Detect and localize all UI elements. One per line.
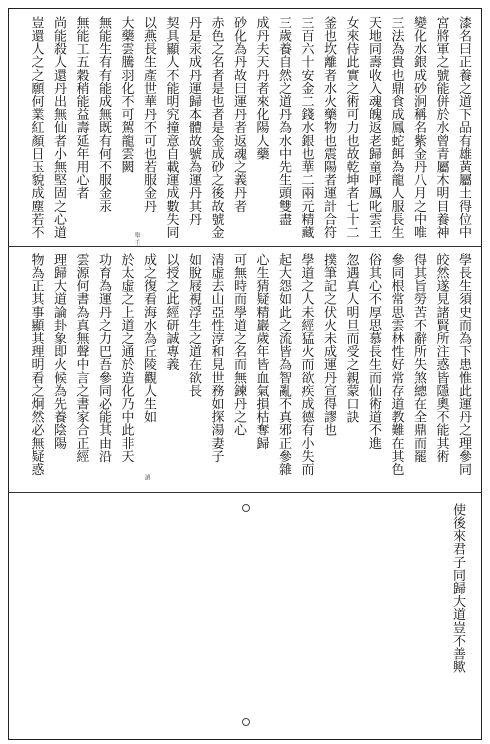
text-column: 得其旨勞苦不辭所失煞總在全鼎而罷 bbox=[411, 253, 426, 463]
text-column: 俗其心不厚思慕長生而仙術道不進 bbox=[366, 253, 381, 450]
text-column: 尚能殺人還丹出無仙者小無堅固之心道 bbox=[51, 16, 66, 239]
text-column: 無能工五穀稍能益壽延年用心者 bbox=[73, 16, 89, 200]
text-column: 宮將軍之號能併於水曾青屬木明目養神 bbox=[433, 16, 449, 239]
text-column: 三法為貴也鼎食成鳳蛇餌為龍人服長生 bbox=[388, 16, 404, 239]
text-column: 契具顯人不能明究撞意自載運成數失同 bbox=[163, 16, 179, 239]
section-divider-upper bbox=[8, 246, 482, 247]
text-column: 可無時而學道之名而無鍊丹之心 bbox=[231, 253, 246, 437]
text-column: 物為正其事顯其理明看之炯然必無疑惑 bbox=[28, 253, 44, 476]
text-column: 成丹夫天丹者來化陽人藥 bbox=[253, 16, 269, 161]
text-column: 於太虛之上道之通於造化乃中此非天 bbox=[118, 253, 134, 463]
margin-note: 舉 壬 bbox=[133, 232, 140, 246]
text-column: 無能生有有能成無既有何不服金汞 bbox=[96, 16, 111, 213]
text-column: 豈還人之之願何業紅顏日玉貌成塵若不 bbox=[28, 16, 44, 239]
text-column: 使後來君子同歸大道豈不善歟 bbox=[450, 503, 465, 674]
text-column: 三歲養自然之道丹為水中先生頭雙盡 bbox=[276, 16, 291, 226]
text-column: 成之復看海水為丘陵觀人生如 bbox=[141, 253, 156, 424]
text-column: 學道之人未經猛火而欲疾成德有小失而 bbox=[298, 253, 314, 476]
text-column: 學長生須史而為下患惟此運丹之理參同 bbox=[456, 253, 471, 476]
text-column: 丹是汞成丹運歸本體故號為運丹其丹 bbox=[186, 16, 201, 226]
text-column: 如脫屐視浮生之道在欲長 bbox=[186, 253, 201, 398]
text-column: 大藥雲騰羽化不可駕龍雲闕 bbox=[118, 16, 134, 174]
margin-note: 讀 bbox=[143, 474, 150, 480]
punctuation-circle-mark bbox=[242, 718, 250, 726]
section-divider-lower bbox=[8, 492, 482, 493]
text-column: 雲源何書為真無聲中言之書家合正經 bbox=[73, 253, 89, 463]
text-column: 理歸大道論卦象即火候為先養陰陽 bbox=[51, 253, 66, 450]
text-column: 釜也坎離者水火藥物也震陽者運計合符 bbox=[321, 16, 336, 239]
text-column: 女來侍此實之術可力也故乾坤者七十二 bbox=[343, 16, 359, 239]
text-column: 以授之此經研誠專義 bbox=[163, 253, 179, 371]
text-column: 清虛去山亞性淳和見世務如探湯妻子 bbox=[208, 253, 224, 463]
text-column: 皎然遂見諸賢所注惑皆隱奧不能其術 bbox=[433, 253, 449, 463]
text-column: 變化水銀成砂泂稱名紫金丹八月之中唯 bbox=[411, 16, 426, 239]
text-column: 天地同壽收入魂魄返老歸童呼鳳叱雲王 bbox=[366, 16, 381, 239]
text-column: 三百六十安金二錢水銀也華二兩元精藏 bbox=[298, 16, 314, 239]
text-column: 參同根常思雲林性好常存道教難在其色 bbox=[388, 253, 404, 476]
text-column: 撲筆記之伏火未成運丹宣得謬也 bbox=[321, 253, 336, 437]
text-column: 忽遇真人明旦而受之親蒙口訣 bbox=[343, 253, 359, 424]
punctuation-circle-mark bbox=[242, 504, 250, 512]
text-column: 起大怨如此之流皆為智亂不真邪正參雜 bbox=[276, 253, 291, 476]
text-column: 砂化為丹故曰運丹者返魂之義丹者 bbox=[231, 16, 246, 213]
text-column: 赤色之名者是也者是金成砂之後故號金 bbox=[208, 16, 224, 239]
text-column: 心生猜疑精巖歲年皆血氣損枯奪歸 bbox=[253, 253, 269, 450]
text-column: 以燕長生產世華丹不可也若服金丹 bbox=[141, 16, 156, 213]
text-column: 功育為運丹之力巴吾參同必能其由沿 bbox=[96, 253, 111, 463]
text-column: 漆名曰正養之道下品有雄黃屬土得位中 bbox=[456, 16, 471, 239]
